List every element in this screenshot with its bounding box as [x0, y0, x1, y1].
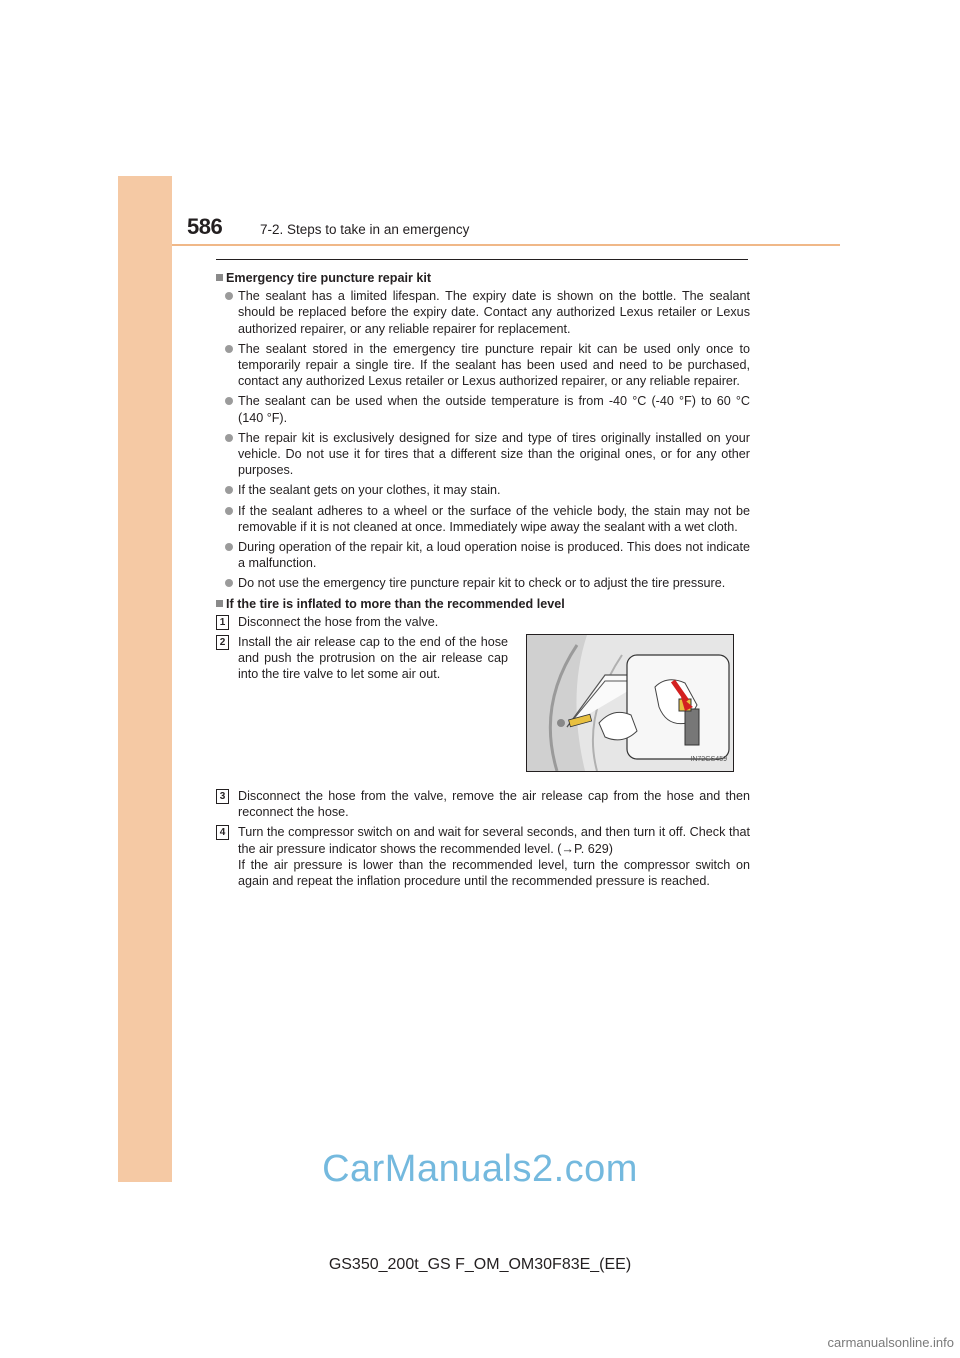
bottom-brand: carmanualsonline.info: [827, 1335, 954, 1350]
bullet-dot-icon: [225, 486, 233, 494]
bullet-item: Do not use the emergency tire puncture repair kit to check or to adjust the tire pressure.: [216, 575, 750, 591]
step-2: [216, 634, 750, 778]
bullet-item: The repair kit is exclusively designed for size and type of tires originally installed on your vehicle. Do not use it for tires that a different size than the original ones, or for any other purposes.: [216, 430, 750, 479]
square-bullet-icon: [216, 600, 223, 607]
bullet-dot-icon: [225, 507, 233, 515]
step-2-text: Install the air release cap to the end of the hose and push the protrusion on the air release cap into the tire valve to let some air out.: [238, 635, 508, 682]
bullet-dot-icon: [225, 292, 233, 300]
header-rule: [172, 244, 840, 246]
bullet-dot-icon: [225, 345, 233, 353]
bullet-item: If the sealant gets on your clothes, it may stain.: [216, 482, 750, 498]
watermark: CarManuals2.com: [322, 1148, 638, 1190]
step-number-box: 1: [216, 615, 229, 630]
step-1: 1 Disconnect the hose from the valve.: [216, 614, 750, 630]
bullet-dot-icon: [225, 434, 233, 442]
bullet-item: The sealant has a limited lifespan. The expiry date is shown on the bottle. The sealant should be replaced before the expiry date. Contact any authorized Lexus retailer or Lexus authorized repairer, or any reliable repairer for replacement.: [216, 288, 750, 337]
step-number-box: 2: [216, 635, 229, 650]
bullet-item: If the sealant adheres to a wheel or the surface of the vehicle body, the stain may not be removable if it is not cleaned at once. Immediately wipe away the sealant with a wet cloth.: [216, 503, 750, 535]
step-3: 3 Disconnect the hose from the valve, remove the air release cap from the hose and then reconnect the hose.: [216, 788, 750, 820]
bullet-item: The sealant stored in the emergency tire puncture repair kit can be used only once to temporarily repair a single tire. If the sealant has been used and need to be purchased, contact any authorized Lexus retailer or Lexus authorized repairer, or any reliable repairer.: [216, 341, 750, 390]
step-4: 4 Turn the compressor switch on and wait for several seconds, and then turn it off. Check that the air pressure indicator shows the recommended level. (→P. 629) If the air pressure is lower than the recommended level, turn the compressor switch on again and repeat the inflation procedure until the recommended pressure is reached.: [216, 824, 750, 889]
section-title: 7-2. Steps to take in an emergency: [260, 222, 470, 237]
heading-overinflated: If the tire is inflated to more than the recommended level: [216, 596, 750, 612]
bullet-dot-icon: [225, 397, 233, 405]
chapter-sidebar-tab: [118, 176, 172, 1182]
bullet-item: The sealant can be used when the outside temperature is from -40 °C (-40 °F) to 60 °C (140 °F).: [216, 393, 750, 425]
square-bullet-icon: [216, 274, 223, 281]
air-release-cap-image: [527, 635, 733, 771]
illustration-code: IN72GS459: [690, 755, 727, 763]
content-rule: [216, 259, 748, 260]
page-number: 586: [187, 214, 223, 239]
step-number-box: 4: [216, 825, 229, 840]
footer-model-code: GS350_200t_GS F_OM_OM30F83E_(EE): [328, 1256, 632, 1273]
tire-valve-illustration: [526, 634, 734, 772]
bullet-dot-icon: [225, 579, 233, 587]
bullet-item: During operation of the repair kit, a loud operation noise is produced. This does not indicate a malfunction.: [216, 539, 750, 571]
bullet-dot-icon: [225, 543, 233, 551]
heading-repair-kit: Emergency tire puncture repair kit: [216, 270, 750, 286]
content-body: [216, 266, 750, 893]
step-number-box: 3: [216, 789, 229, 804]
